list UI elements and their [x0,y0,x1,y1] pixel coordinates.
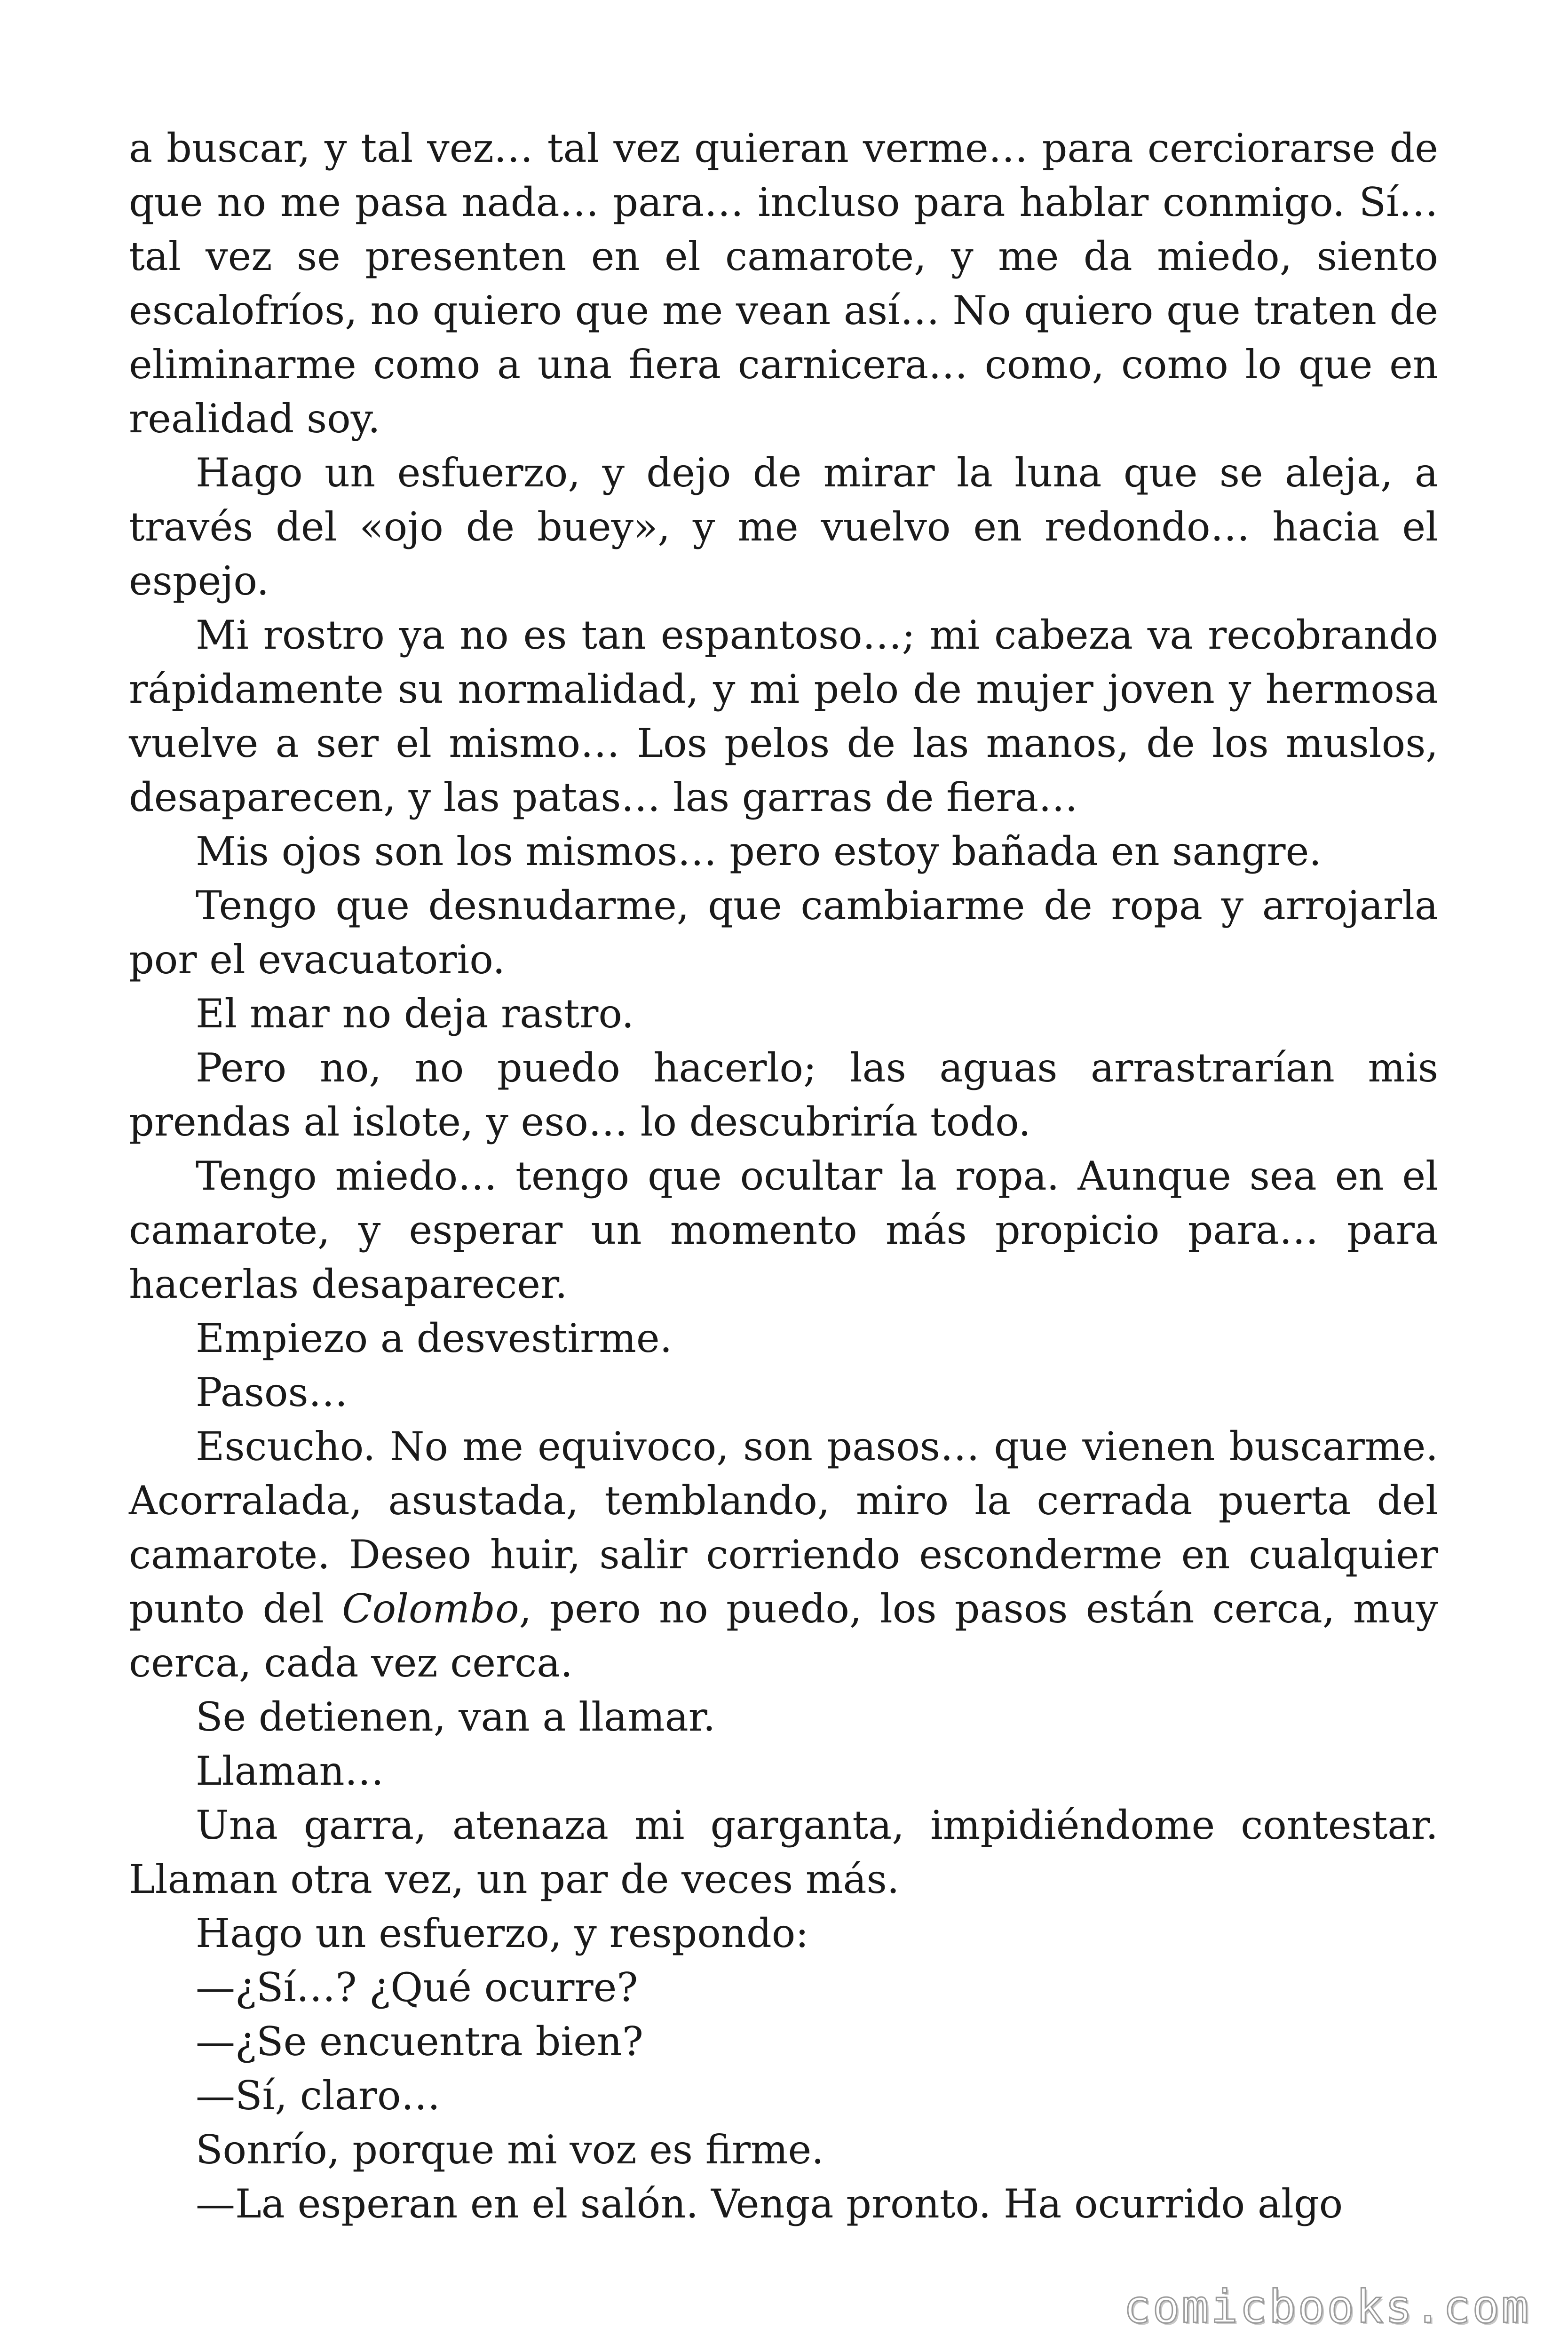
paragraph-20: —La esperan en el salón. Venga pronto. Ha ocurrido algo [196,2181,1343,2227]
paragraph-1: a buscar, y tal vez… tal vez quieran verme… para cerciorarse de que no me pasa nada… para… incluso para hablar conmigo. Sí… tal vez se presenten en el camarote, y me da miedo, siento escalofríos, no quiero que me vean así… No quiero que traten de eliminarme como a una fiera carnicera… como, como lo que en realidad soy. [129,125,1438,442]
paragraph-12: Se detienen, van a llamar. [196,1694,716,1740]
ship-name: Colombo [342,1586,519,1632]
paragraph-17: —¿Se encuentra bien? [196,2018,643,2065]
paragraph-2: Hago un esfuerzo, y dejo de mirar la luna que se aleja, a través del «ojo de buey», y me vuelvo en redondo… hacia el espejo. [129,450,1438,604]
paragraph-6: El mar no deja rastro. [196,991,634,1037]
paragraph-19: Sonrío, porque mi voz es firme. [196,2127,824,2173]
body-text [129,121,1438,2231]
paragraph-10: Pasos… [196,1369,348,1415]
paragraph-11-after: , pero no puedo, los pasos están cerca, muy cerca, cada vez cerca. [129,1586,1438,1686]
paragraph-4: Mis ojos son los mismos… pero estoy bañada en sangre. [196,828,1322,874]
paragraph-16: —¿Sí…? ¿Qué ocurre? [196,1964,638,2010]
paragraph-11-before: Escucho. No me equivoco, son pasos… que vienen buscarme. Acorralada, asustada, temblando, miro la cerrada puerta del camarote. Deseo huir, salir corriendo esconderme en cualquier punto del [129,1423,1438,1632]
paragraph-14: Una garra, atenaza mi garganta, impidiéndome contestar. Llaman otra vez, un par de veces más. [129,1802,1438,1902]
paragraph-9: Empiezo a desvestirme. [196,1315,673,1361]
paragraph-18: —Sí, claro… [196,2073,441,2119]
paragraph-11 [129,1420,1438,1690]
paragraph-5: Tengo que desnudarme, que cambiarme de ropa y arrojarla por el evacuatorio. [129,882,1438,983]
paragraph-13: Llaman… [196,1748,384,1794]
paragraph-8: Tengo miedo… tengo que ocultar la ropa. Aunque sea en el camarote, y esperar un momento más propicio para… para hacerlas desaparecer. [129,1153,1438,1307]
watermark: comicbooks.com [1123,2280,1530,2333]
paragraph-3: Mi rostro ya no es tan espantoso…; mi cabeza va recobrando rápidamente su normalidad, y mi pelo de mujer joven y hermosa vuelve a ser el mismo… Los pelos de las manos, de los muslos, desaparecen, y las patas… las garras de fiera… [129,612,1438,820]
paragraph-7: Pero no, no puedo hacerlo; las aguas arrastrarían mis prendas al islote, y eso… lo descubriría todo. [129,1045,1438,1145]
paragraph-15: Hago un esfuerzo, y respondo: [196,1910,809,1956]
